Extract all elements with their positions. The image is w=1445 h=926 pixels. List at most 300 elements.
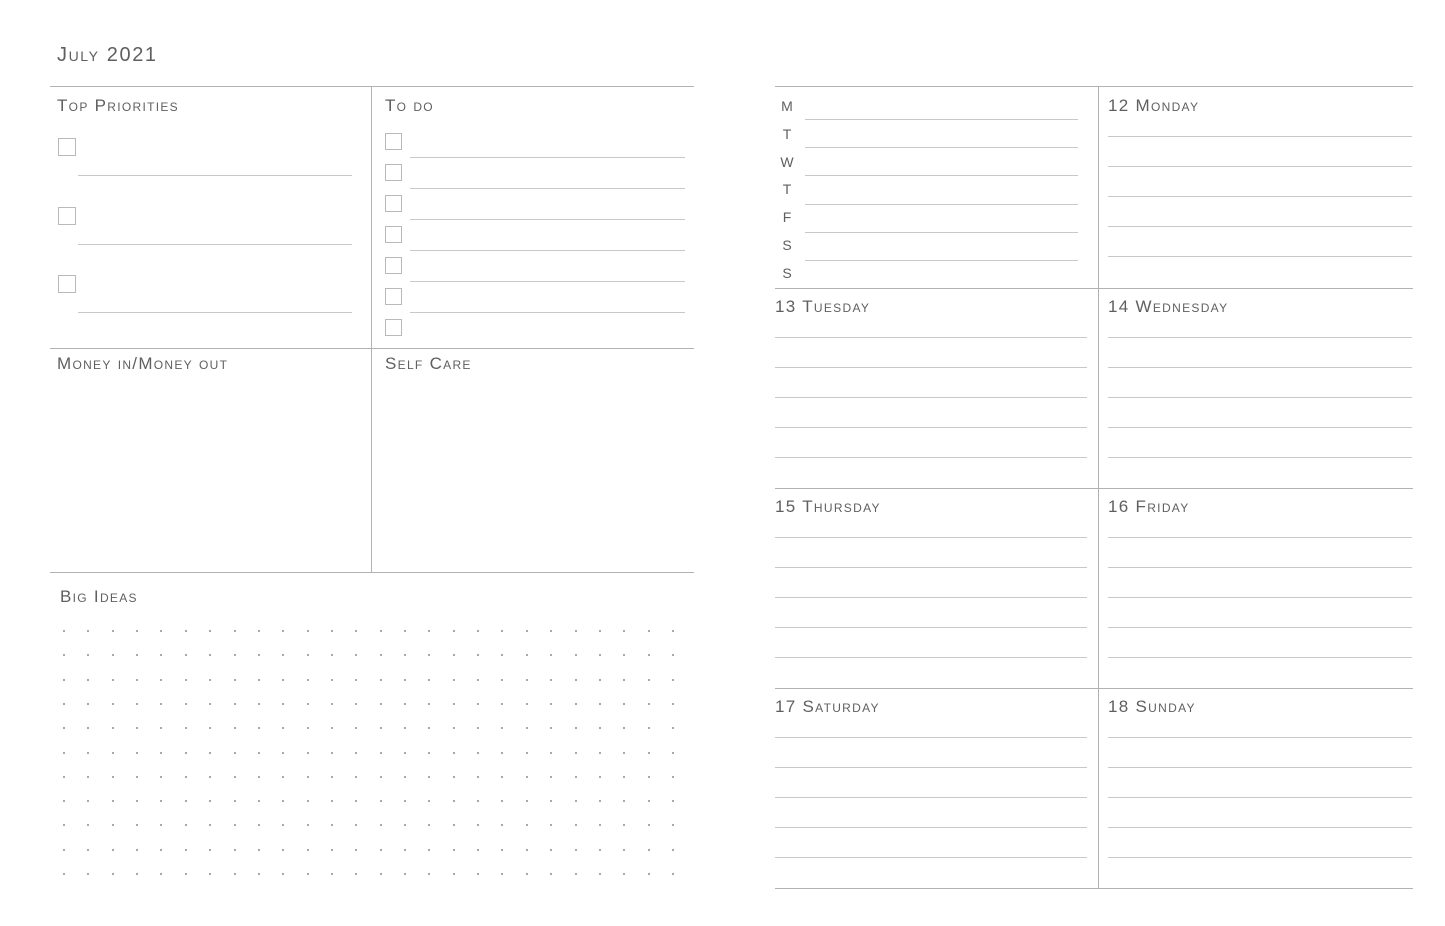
day-label: 16 Friday <box>1108 497 1190 516</box>
grid-dot <box>234 776 236 778</box>
grid-dot <box>234 703 236 705</box>
day-label: 15 Thursday <box>775 497 881 516</box>
grid-dot <box>258 752 260 754</box>
grid-dot <box>112 776 114 778</box>
writing-line <box>775 857 1087 858</box>
day-section-tuesday <box>775 288 1098 488</box>
grid-dot <box>185 727 187 729</box>
writing-line <box>1108 597 1412 598</box>
writing-line <box>775 657 1087 658</box>
grid-dot <box>453 873 455 875</box>
grid-dot <box>575 630 577 632</box>
grid-dot <box>404 873 406 875</box>
grid-dot <box>136 727 138 729</box>
todo-checkbox[interactable] <box>385 319 402 336</box>
grid-dot <box>623 703 625 705</box>
grid-dot <box>185 824 187 826</box>
grid-dot <box>136 873 138 875</box>
writing-line <box>1108 427 1412 428</box>
grid-dot <box>501 630 503 632</box>
grid-dot <box>160 824 162 826</box>
grid-dot <box>501 727 503 729</box>
grid-dot <box>234 849 236 851</box>
grid-dot <box>575 824 577 826</box>
grid-dot <box>599 824 601 826</box>
writing-line <box>775 567 1087 568</box>
grid-dot <box>87 776 89 778</box>
grid-dot <box>63 630 65 632</box>
grid-dot <box>428 630 430 632</box>
grid-dot <box>648 800 650 802</box>
week-writing-line <box>805 119 1078 120</box>
grid-dot <box>160 727 162 729</box>
grid-dot <box>185 873 187 875</box>
grid-dot <box>428 800 430 802</box>
grid-dot <box>428 824 430 826</box>
grid-dot <box>477 824 479 826</box>
grid-dot <box>87 824 89 826</box>
grid-dot <box>258 824 260 826</box>
grid-dot <box>501 800 503 802</box>
grid-dot <box>136 703 138 705</box>
grid-dot <box>550 703 552 705</box>
grid-dot <box>331 849 333 851</box>
grid-dot <box>453 727 455 729</box>
grid-dot <box>355 703 357 705</box>
grid-dot <box>599 679 601 681</box>
grid-dot <box>623 800 625 802</box>
writing-line <box>775 767 1087 768</box>
grid-dot <box>136 849 138 851</box>
day-section-sunday <box>1098 688 1413 888</box>
grid-dot <box>136 800 138 802</box>
grid-dot <box>355 873 357 875</box>
grid-dot <box>453 630 455 632</box>
grid-dot <box>672 654 674 656</box>
grid-dot <box>63 800 65 802</box>
grid-dot <box>380 630 382 632</box>
grid-dot <box>404 849 406 851</box>
grid-dot <box>501 776 503 778</box>
grid-dot <box>477 654 479 656</box>
grid-dot <box>234 630 236 632</box>
grid-dot <box>63 776 65 778</box>
grid-dot <box>575 679 577 681</box>
grid-dot <box>453 703 455 705</box>
grid-dot <box>112 824 114 826</box>
priority-writing-line <box>78 244 352 245</box>
grid-dot <box>331 703 333 705</box>
grid-dot <box>63 873 65 875</box>
grid-dot <box>672 630 674 632</box>
grid-dot <box>87 752 89 754</box>
writing-line <box>1108 136 1412 137</box>
grid-dot <box>112 630 114 632</box>
grid-dot <box>380 824 382 826</box>
grid-dot <box>331 630 333 632</box>
grid-dot <box>234 873 236 875</box>
writing-line <box>1108 367 1412 368</box>
grid-dot <box>404 727 406 729</box>
grid-dot <box>355 776 357 778</box>
priority-writing-line <box>78 175 352 176</box>
writing-line <box>775 457 1087 458</box>
day-section-friday <box>1098 488 1413 688</box>
grid-dot <box>87 630 89 632</box>
grid-dot <box>453 776 455 778</box>
grid-dot <box>648 703 650 705</box>
grid-dot <box>258 776 260 778</box>
grid-dot <box>623 630 625 632</box>
grid-dot <box>87 873 89 875</box>
priority-writing-line <box>78 312 352 313</box>
grid-dot <box>526 800 528 802</box>
week-writing-line <box>805 147 1078 148</box>
grid-dot <box>599 727 601 729</box>
day-label: 12 Monday <box>1108 96 1200 115</box>
grid-dot <box>63 824 65 826</box>
right-grid <box>775 86 1413 889</box>
todo-writing-line <box>410 188 685 189</box>
grid-dot <box>404 630 406 632</box>
grid-dot <box>453 824 455 826</box>
section-title-big-ideas: Big Ideas <box>60 587 138 606</box>
grid-dot <box>623 654 625 656</box>
grid-dot <box>331 727 333 729</box>
grid-dot <box>136 824 138 826</box>
day-label: 14 Wednesday <box>1108 297 1229 316</box>
grid-dot <box>623 849 625 851</box>
grid-dot <box>87 703 89 705</box>
grid-dot <box>526 654 528 656</box>
day-section-saturday <box>775 688 1098 888</box>
writing-line <box>775 797 1087 798</box>
grid-dot <box>282 800 284 802</box>
grid-dot <box>209 752 211 754</box>
grid-dot <box>160 654 162 656</box>
grid-dot <box>234 727 236 729</box>
grid-dot <box>428 679 430 681</box>
grid-dot <box>575 776 577 778</box>
grid-dot <box>63 679 65 681</box>
grid-dot <box>404 824 406 826</box>
grid-dot <box>526 873 528 875</box>
grid-dot <box>428 703 430 705</box>
grid-dot <box>428 752 430 754</box>
writing-line <box>1108 457 1412 458</box>
writing-line <box>1108 567 1412 568</box>
grid-dot <box>331 824 333 826</box>
grid-dot <box>380 727 382 729</box>
grid-dot <box>428 654 430 656</box>
grid-dot <box>331 776 333 778</box>
grid-dot <box>282 824 284 826</box>
grid-dot <box>185 630 187 632</box>
grid-dot <box>599 654 601 656</box>
grid-dot <box>282 752 284 754</box>
day-section-thursday <box>775 488 1098 688</box>
grid-dot <box>185 800 187 802</box>
grid-dot <box>648 776 650 778</box>
grid-dot <box>331 654 333 656</box>
todo-checkbox[interactable] <box>385 226 402 243</box>
grid-dot <box>282 849 284 851</box>
grid-dot <box>477 630 479 632</box>
writing-line <box>1108 827 1412 828</box>
grid-dot <box>599 800 601 802</box>
grid-dot <box>453 800 455 802</box>
grid-dot <box>185 654 187 656</box>
grid-dot <box>307 630 309 632</box>
writing-line <box>775 397 1087 398</box>
grid-dot <box>648 752 650 754</box>
grid-dot <box>355 679 357 681</box>
grid-dot <box>112 679 114 681</box>
grid-dot <box>404 800 406 802</box>
grid-dot <box>112 703 114 705</box>
week-day-letter: W <box>780 154 794 170</box>
grid-dot <box>160 800 162 802</box>
grid-dot <box>526 824 528 826</box>
grid-dot <box>307 654 309 656</box>
grid-dot <box>112 654 114 656</box>
grid-dot <box>550 873 552 875</box>
grid-dot <box>282 679 284 681</box>
grid-dot <box>63 752 65 754</box>
week-day-letter: S <box>782 265 792 281</box>
grid-dot <box>453 849 455 851</box>
writing-line <box>1108 857 1412 858</box>
grid-dot <box>599 849 601 851</box>
section-title-money: Money in/Money out <box>57 354 229 373</box>
grid-dot <box>282 727 284 729</box>
grid-dot <box>380 654 382 656</box>
week-day-letter: T <box>782 126 792 142</box>
left-grid-divider-horizontal <box>50 348 694 349</box>
grid-dot <box>453 654 455 656</box>
grid-dot <box>404 752 406 754</box>
grid-dot <box>623 824 625 826</box>
grid-dot <box>501 679 503 681</box>
grid-dot <box>87 727 89 729</box>
writing-line <box>1108 166 1412 167</box>
grid-dot <box>136 752 138 754</box>
grid-dot <box>477 727 479 729</box>
grid-dot <box>160 752 162 754</box>
grid-dot <box>63 849 65 851</box>
section-title-self-care: Self Care <box>385 354 472 373</box>
grid-dot <box>550 800 552 802</box>
grid-dot <box>63 703 65 705</box>
grid-dot <box>112 800 114 802</box>
writing-line <box>1108 537 1412 538</box>
grid-dot <box>404 703 406 705</box>
todo-checkbox[interactable] <box>385 133 402 150</box>
grid-dot <box>307 800 309 802</box>
week-day-letter: S <box>782 237 792 253</box>
writing-line <box>1108 196 1412 197</box>
grid-dot <box>87 849 89 851</box>
grid-dot <box>575 849 577 851</box>
grid-dot <box>648 824 650 826</box>
grid-dot <box>234 654 236 656</box>
grid-dot <box>648 630 650 632</box>
todo-writing-line <box>410 281 685 282</box>
grid-dot <box>112 752 114 754</box>
todo-writing-line <box>410 250 685 251</box>
grid-dot <box>234 824 236 826</box>
grid-dot <box>185 752 187 754</box>
left-grid-divider-vertical <box>371 87 372 572</box>
grid-dot <box>209 824 211 826</box>
writing-line <box>1108 767 1412 768</box>
todo-checkbox[interactable] <box>385 257 402 274</box>
grid-dot <box>160 703 162 705</box>
grid-dot <box>648 679 650 681</box>
grid-dot <box>258 800 260 802</box>
writing-line <box>1108 226 1412 227</box>
writing-line <box>775 337 1087 338</box>
grid-dot <box>307 727 309 729</box>
grid-dot <box>185 703 187 705</box>
grid-dot <box>136 679 138 681</box>
grid-dot <box>258 849 260 851</box>
week-writing-line <box>805 204 1078 205</box>
writing-line <box>775 737 1087 738</box>
grid-dot <box>623 873 625 875</box>
grid-dot <box>136 776 138 778</box>
grid-dot <box>282 654 284 656</box>
grid-dot <box>453 752 455 754</box>
grid-dot <box>380 703 382 705</box>
grid-dot <box>282 630 284 632</box>
grid-dot <box>112 727 114 729</box>
grid-dot <box>575 654 577 656</box>
grid-dot <box>623 727 625 729</box>
day-section-monday <box>1098 87 1413 288</box>
grid-dot <box>550 630 552 632</box>
grid-dot <box>355 849 357 851</box>
grid-dot <box>331 679 333 681</box>
grid-dot <box>550 752 552 754</box>
grid-dot <box>672 703 674 705</box>
grid-dot <box>526 849 528 851</box>
grid-dot <box>526 727 528 729</box>
grid-dot <box>307 703 309 705</box>
grid-dot <box>209 873 211 875</box>
grid-dot <box>575 703 577 705</box>
grid-dot <box>550 776 552 778</box>
week-day-letter: M <box>781 98 793 114</box>
grid-dot <box>550 727 552 729</box>
grid-dot <box>209 630 211 632</box>
grid-dot <box>404 776 406 778</box>
grid-dot <box>331 873 333 875</box>
grid-dot <box>501 703 503 705</box>
grid-dot <box>307 752 309 754</box>
writing-line <box>775 597 1087 598</box>
grid-dot <box>550 849 552 851</box>
todo-checkbox[interactable] <box>385 164 402 181</box>
grid-dot <box>501 824 503 826</box>
grid-dot <box>428 873 430 875</box>
writing-line <box>1108 737 1412 738</box>
grid-dot <box>526 703 528 705</box>
todo-checkbox[interactable] <box>385 195 402 212</box>
grid-dot <box>575 800 577 802</box>
priority-checkbox[interactable] <box>58 138 76 156</box>
grid-dot <box>501 752 503 754</box>
grid-dot <box>623 752 625 754</box>
grid-dot <box>258 654 260 656</box>
grid-dot <box>672 849 674 851</box>
grid-dot <box>63 727 65 729</box>
grid-dot <box>355 752 357 754</box>
grid-dot <box>307 873 309 875</box>
grid-dot <box>672 776 674 778</box>
grid-dot <box>526 752 528 754</box>
grid-dot <box>648 727 650 729</box>
grid-dot <box>672 752 674 754</box>
grid-dot <box>575 752 577 754</box>
grid-dot <box>209 800 211 802</box>
week-overview-section <box>775 87 1098 288</box>
grid-dot <box>380 873 382 875</box>
grid-dot <box>209 849 211 851</box>
grid-dot <box>648 654 650 656</box>
grid-dot <box>672 800 674 802</box>
writing-line <box>1108 797 1412 798</box>
grid-dot <box>307 679 309 681</box>
left-grid <box>50 86 694 573</box>
priority-checkbox[interactable] <box>58 275 76 293</box>
grid-dot <box>648 849 650 851</box>
grid-dot <box>355 630 357 632</box>
week-day-letter: T <box>782 181 792 197</box>
grid-dot <box>599 776 601 778</box>
grid-dot <box>160 776 162 778</box>
grid-dot <box>380 679 382 681</box>
grid-dot <box>453 679 455 681</box>
grid-dot <box>599 752 601 754</box>
grid-dot <box>209 679 211 681</box>
grid-dot <box>599 703 601 705</box>
week-writing-line <box>805 175 1078 176</box>
grid-dot <box>672 873 674 875</box>
todo-checkbox[interactable] <box>385 288 402 305</box>
grid-dot <box>623 679 625 681</box>
grid-dot <box>282 703 284 705</box>
grid-dot <box>501 654 503 656</box>
writing-line <box>775 627 1087 628</box>
grid-dot <box>234 679 236 681</box>
grid-dot <box>307 849 309 851</box>
grid-dot <box>355 727 357 729</box>
grid-dot <box>380 752 382 754</box>
grid-dot <box>185 849 187 851</box>
priority-checkbox[interactable] <box>58 207 76 225</box>
writing-line <box>1108 256 1412 257</box>
week-writing-line <box>805 232 1078 233</box>
grid-dot <box>575 873 577 875</box>
grid-dot <box>428 727 430 729</box>
grid-dot <box>477 679 479 681</box>
grid-dot <box>160 873 162 875</box>
grid-dot <box>234 752 236 754</box>
grid-dot <box>63 654 65 656</box>
grid-dot <box>307 776 309 778</box>
writing-line <box>1108 627 1412 628</box>
